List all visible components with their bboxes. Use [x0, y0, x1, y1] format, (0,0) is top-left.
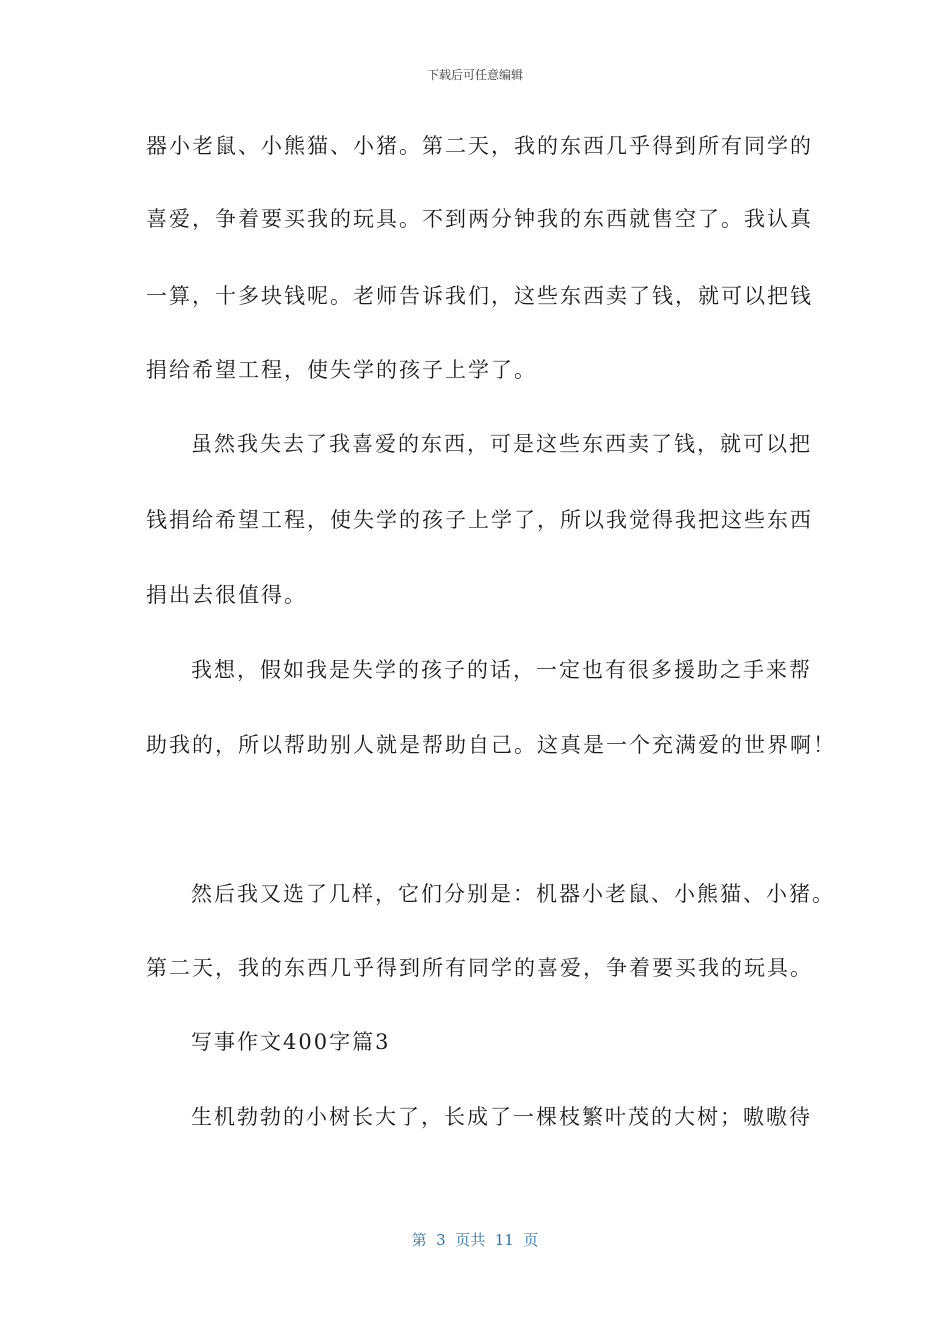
section-heading: 写事作文400字篇3 [191, 1030, 391, 1054]
text-line: 然后我又选了几样，它们分别是：机器小老鼠、小熊猫、小猪。 [191, 882, 835, 906]
page-footer: 第 3 页共 11 页 [411, 1231, 539, 1249]
text-line: 器小老鼠、小熊猫、小猪。第二天，我的东西几乎得到所有同学的 [146, 134, 813, 158]
text-line: 一算，十多块钱呢。老师告诉我们，这些东西卖了钱，就可以把钱 [146, 284, 813, 308]
page-header: 下载后可任意编辑 [426, 68, 523, 82]
text-line: 捐给希望工程，使失学的孩子上学了。 [146, 358, 537, 382]
text-line: 我想，假如我是失学的孩子的话，一定也有很多援助之手来帮 [191, 658, 812, 682]
text-line: 第二天，我的东西几乎得到所有同学的喜爱，争着要买我的玩具。 [146, 956, 813, 980]
text-line: 生机勃勃的小树长大了，长成了一棵枝繁叶茂的大树；嗷嗷待 [191, 1105, 812, 1129]
text-line: 喜爱，争着要买我的玩具。不到两分钟我的东西就售空了。我认真 [146, 207, 813, 231]
text-line: 钱捐给希望工程，使失学的孩子上学了，所以我觉得我把这些东西 [146, 508, 813, 532]
text-line: 虽然我失去了我喜爱的东西，可是这些东西卖了钱，就可以把 [191, 432, 812, 456]
text-line: 助我的，所以帮助别人就是帮助自己。这真是一个充满爱的世界啊！ [146, 733, 836, 757]
text-line: 捐出去很值得。 [146, 583, 307, 607]
